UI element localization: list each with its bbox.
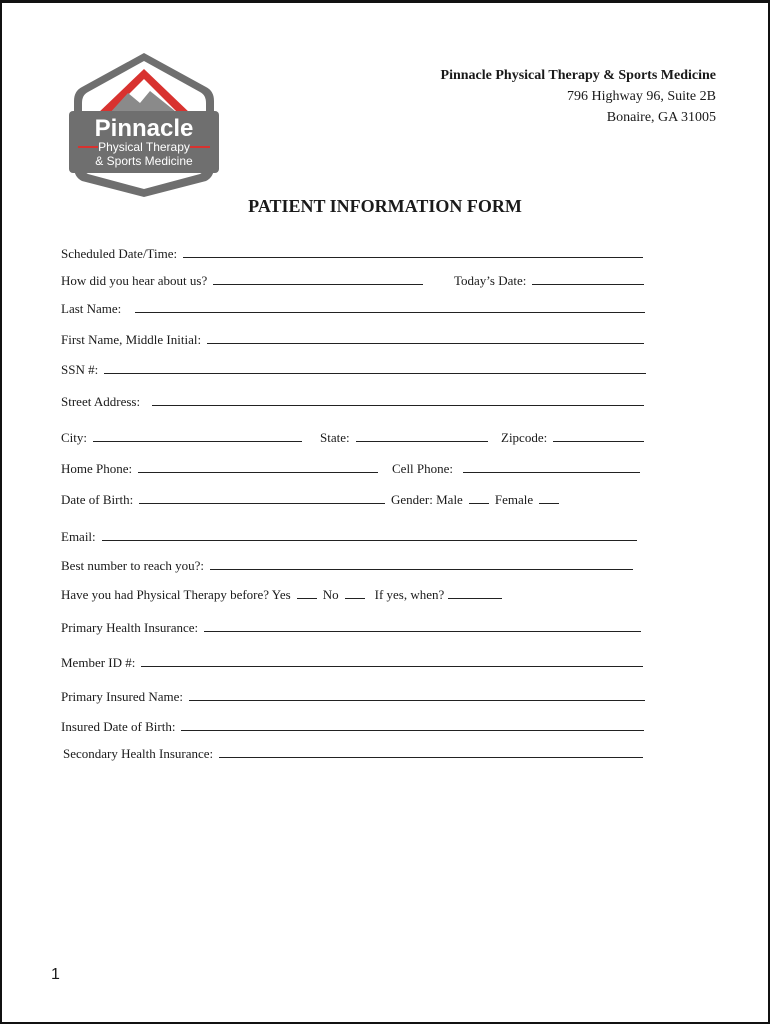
practice-address-block	[441, 65, 716, 128]
practice-address-line1: 796 Highway 96, Suite 2B	[567, 89, 716, 104]
street-address-field[interactable]	[152, 393, 644, 406]
primary-insurance-label: Primary Health Insurance:	[61, 620, 199, 635]
logo-sub-text-2: & Sports Medicine	[95, 154, 193, 168]
date-of-birth-label: Date of Birth:	[61, 492, 134, 507]
best-number-field[interactable]	[210, 557, 633, 570]
prior-therapy-row	[61, 586, 508, 604]
secondary-insurance-field[interactable]	[219, 745, 643, 758]
scheduled-datetime-field[interactable]	[183, 245, 643, 258]
zipcode-row	[501, 429, 644, 447]
cell-phone-label: Cell Phone:	[392, 461, 454, 476]
hear-about-field[interactable]	[213, 272, 423, 285]
street-address-label: Street Address:	[61, 394, 141, 409]
prior-therapy-no-label: No	[322, 587, 339, 602]
prior-therapy-when-label: If yes, when?	[374, 587, 445, 602]
hear-about-label: How did you hear about us?	[61, 273, 208, 288]
prior-therapy-yes-field[interactable]	[297, 586, 317, 599]
email-label: Email:	[61, 529, 96, 544]
gender-male-field[interactable]	[469, 491, 489, 504]
secondary-insurance-row	[63, 745, 643, 763]
gender-male-label: Gender: Male	[391, 492, 463, 507]
ssn-row	[61, 361, 646, 379]
member-id-field[interactable]	[141, 654, 643, 667]
logo-sub-text-1: Physical Therapy	[98, 140, 190, 154]
last-name-row	[61, 300, 645, 318]
primary-insurance-row	[61, 619, 641, 637]
prior-therapy-yes-label: Have you had Physical Therapy before? Yes	[61, 587, 291, 602]
primary-insured-name-field[interactable]	[189, 688, 645, 701]
insured-dob-row	[61, 718, 644, 736]
ssn-label: SSN #:	[61, 362, 99, 377]
email-row	[61, 528, 637, 546]
todays-date-label: Today’s Date:	[454, 273, 527, 288]
insured-dob-label: Insured Date of Birth:	[61, 719, 176, 734]
state-field[interactable]	[356, 429, 488, 442]
best-number-row	[61, 557, 633, 575]
first-name-label: First Name, Middle Initial:	[61, 332, 202, 347]
primary-insured-name-row	[61, 688, 645, 706]
prior-therapy-when-field[interactable]	[448, 586, 502, 599]
email-field[interactable]	[102, 528, 637, 541]
zipcode-field[interactable]	[553, 429, 644, 442]
ssn-field[interactable]	[104, 361, 646, 374]
scheduled-datetime-label: Scheduled Date/Time:	[61, 246, 178, 261]
date-of-birth-row	[61, 491, 385, 509]
street-address-row	[61, 393, 644, 411]
zipcode-label: Zipcode:	[501, 430, 548, 445]
logo-main-text: Pinnacle	[94, 115, 194, 142]
secondary-insurance-label: Secondary Health Insurance:	[63, 746, 214, 761]
home-phone-label: Home Phone:	[61, 461, 133, 476]
hear-about-row	[61, 272, 423, 290]
state-label: State:	[320, 430, 350, 445]
date-of-birth-field[interactable]	[139, 491, 385, 504]
prior-therapy-no-field[interactable]	[345, 586, 365, 599]
gender-female-label: Female	[494, 492, 534, 507]
gender-row	[391, 491, 565, 509]
insured-dob-field[interactable]	[181, 718, 644, 731]
state-row	[320, 429, 488, 447]
first-name-field[interactable]	[207, 331, 644, 344]
form-title: PATIENT INFORMATION FORM	[248, 196, 522, 216]
primary-insured-name-label: Primary Insured Name:	[61, 689, 184, 704]
member-id-row	[61, 654, 643, 672]
home-phone-field[interactable]	[138, 460, 378, 473]
practice-name: Pinnacle Physical Therapy & Sports Medicine	[440, 68, 716, 83]
primary-insurance-field[interactable]	[204, 619, 641, 632]
city-field[interactable]	[93, 429, 302, 442]
todays-date-field[interactable]	[532, 272, 644, 285]
pinnacle-logo	[64, 49, 224, 199]
best-number-label: Best number to reach you?:	[61, 558, 204, 573]
last-name-label: Last Name:	[61, 301, 122, 316]
todays-date-row	[454, 272, 644, 290]
gender-female-field[interactable]	[539, 491, 559, 504]
scheduled-datetime-row	[61, 245, 643, 263]
cell-phone-field[interactable]	[463, 460, 640, 473]
member-id-label: Member ID #:	[61, 655, 136, 670]
page-number: 1	[51, 966, 60, 983]
home-phone-row	[61, 460, 378, 478]
city-row	[61, 429, 302, 447]
city-label: City:	[61, 430, 88, 445]
cell-phone-row	[392, 460, 640, 478]
last-name-field[interactable]	[135, 300, 645, 313]
first-name-row	[61, 331, 644, 349]
practice-address-line2: Bonaire, GA 31005	[606, 110, 716, 125]
